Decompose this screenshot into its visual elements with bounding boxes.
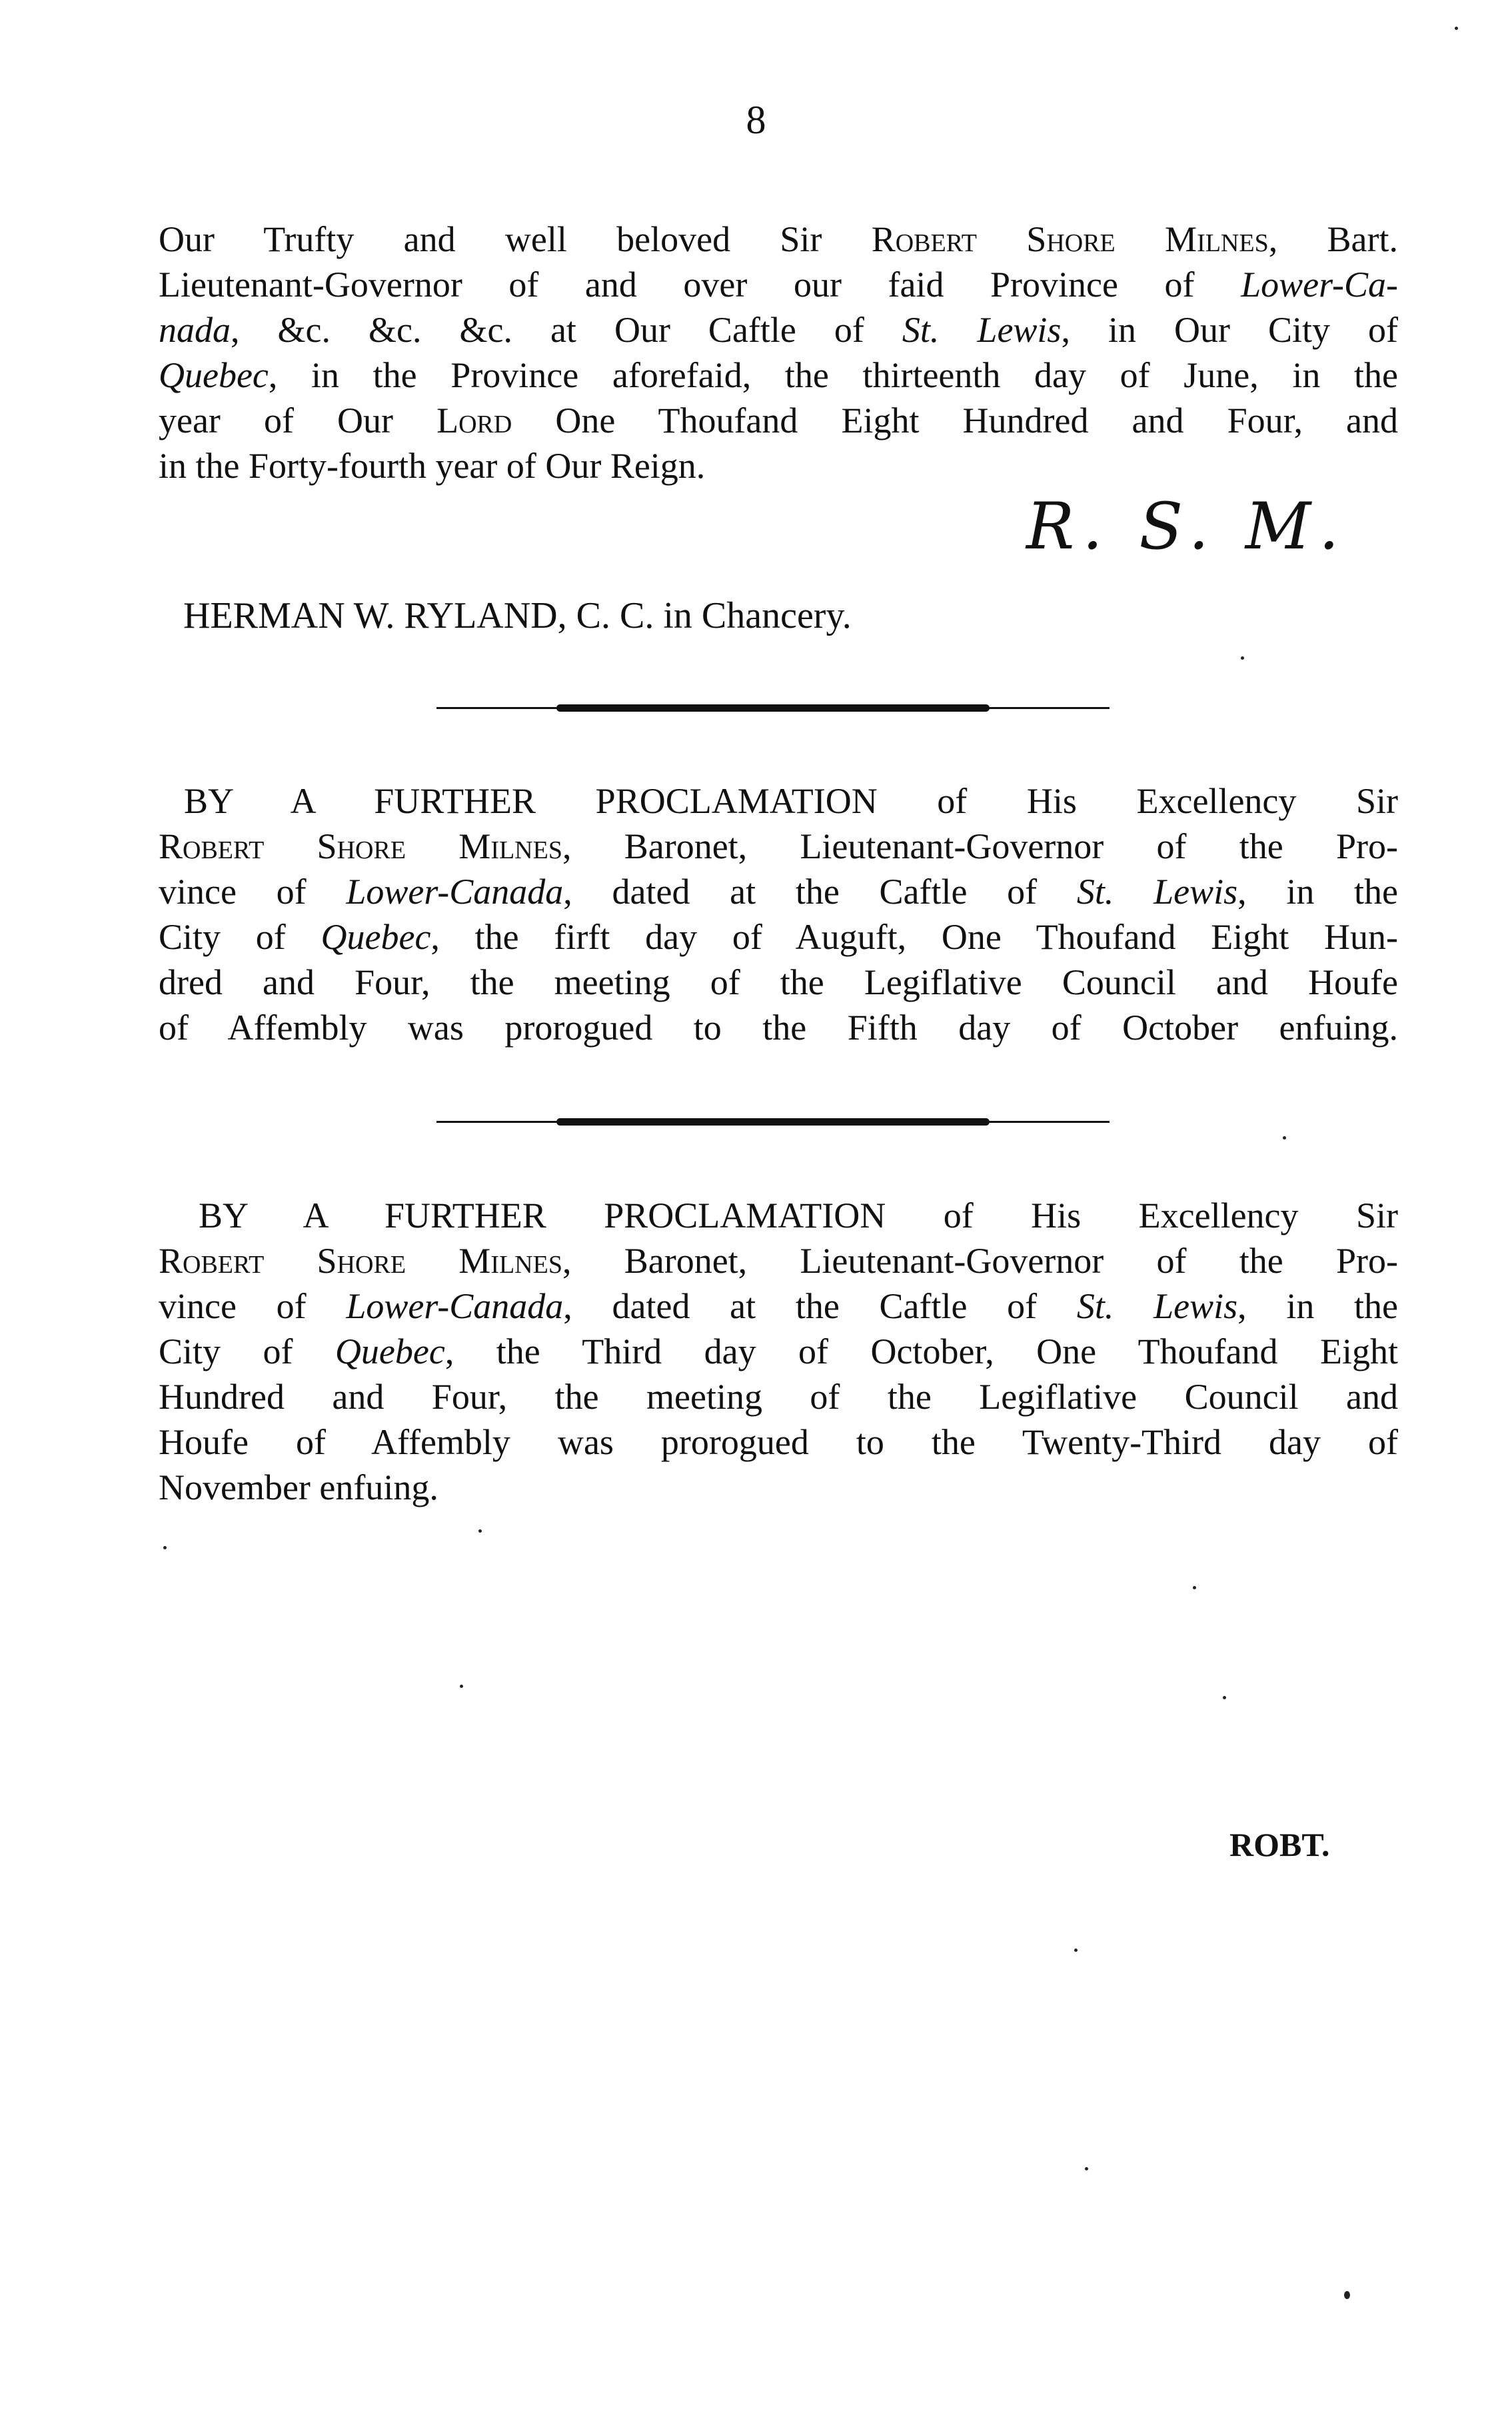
text-run: , dated at the Caftle of (563, 872, 1077, 912)
text-line (159, 217, 1398, 262)
ornamental-rule (436, 1118, 1110, 1125)
scan-speck (1085, 2167, 1088, 2170)
person-name: Robert Shore Milnes (159, 1241, 562, 1281)
scan-speck (1283, 1136, 1286, 1140)
text-run: , Baronet, Lieutenant-Governor of the Pro- (562, 826, 1398, 866)
text-run: , in the Province aforefaid, the thirteenth day of June, in the (268, 355, 1398, 395)
text-line: in the Forty-fourth year of Our Reign. (159, 446, 706, 486)
text-run: , in Our City of (1061, 310, 1398, 350)
signature-initials: R. S. M. (1026, 489, 1347, 564)
text-run: Lieutenant-Governor of and over our faid Province of (159, 265, 1241, 305)
place-name: Quebec (335, 1331, 445, 1371)
text-run: , Baronet, Lieutenant-Governor of the Pro- (562, 1241, 1398, 1281)
scan-speck (1193, 1586, 1196, 1589)
rule-thick-swell (556, 704, 990, 712)
person-name: Robert Shore Milnes (159, 826, 562, 866)
place-name: Lower-Ca- (1241, 265, 1398, 305)
text-run: , the firft day of Auguft, One Thoufand Eight Hun- (430, 917, 1398, 957)
text-run: vince of (159, 1286, 347, 1326)
scan-speck (478, 1529, 482, 1533)
first-prorogation-paragraph (159, 778, 1398, 1050)
text-line (159, 353, 1398, 398)
place-name: St. Lewis (1076, 1286, 1238, 1326)
text-line (159, 262, 1398, 307)
text-line (159, 1238, 1398, 1283)
text-run: City of (159, 1331, 335, 1371)
scan-speck (1241, 656, 1244, 660)
place-name: Lower-Canada (346, 872, 564, 912)
ornamental-rule (436, 704, 1110, 711)
text-line: November enfuing. (159, 1467, 438, 1507)
text-run: , &c. &c. &c. at Our Caftle of (231, 310, 902, 350)
text-run: City of (159, 917, 321, 957)
text-line (159, 307, 1398, 353)
clerk-attestation: HERMAN W. RYLAND, C. C. in Chancery. (183, 595, 852, 636)
person-name: Robert Shore Milnes (871, 219, 1269, 259)
place-name: Quebec (321, 917, 431, 957)
text-line (159, 1329, 1398, 1374)
text-line: Houfe of Affembly was prorogued to the Twenty-Third day of (159, 1422, 1398, 1462)
scan-speck (1344, 2291, 1350, 2299)
second-prorogation-paragraph (159, 1193, 1398, 1510)
text-line: BY A FURTHER PROCLAMATION of His Excellency Sir (199, 1196, 1398, 1235)
text-line (159, 1283, 1398, 1329)
scan-speck (1223, 1696, 1226, 1699)
lord-word: Lord (436, 401, 512, 440)
scan-speck (163, 1546, 167, 1549)
text-run: , in the (1237, 872, 1398, 912)
text-run: Our Trufty and well beloved Sir (159, 219, 872, 259)
place-name: St. Lewis (902, 310, 1062, 350)
catchword: ROBT. (1229, 1826, 1330, 1863)
scan-speck (460, 1685, 463, 1688)
text-run: , the Third day of October, One Thoufand Eight (444, 1331, 1398, 1371)
text-run: vince of (159, 872, 347, 912)
text-run: year of Our (159, 401, 437, 440)
rule-thick-swell (556, 1118, 990, 1126)
text-line: BY A FURTHER PROCLAMATION of His Excellency Sir (184, 781, 1398, 821)
scan-speck (1074, 1949, 1078, 1952)
page-number: 8 (746, 98, 766, 142)
text-line: Hundred and Four, the meeting of the Legiflative Council and (159, 1377, 1398, 1417)
place-name: Quebec (159, 355, 269, 395)
scan-speck (1455, 27, 1458, 30)
text-run: One Thoufand Eight Hundred and Four, and (512, 401, 1398, 440)
place-name: Lower-Canada (346, 1286, 564, 1326)
place-name: St. Lewis (1076, 872, 1238, 912)
text-run: , Bart. (1268, 219, 1398, 259)
royal-proclamation-paragraph (159, 217, 1398, 488)
place-name: nada (159, 310, 231, 350)
text-line: dred and Four, the meeting of the Legiflative Council and Houfe (159, 962, 1398, 1002)
text-run: , dated at the Caftle of (563, 1286, 1077, 1326)
text-line: of Affembly was prorogued to the Fifth day of October enfuing. (159, 1008, 1398, 1048)
text-run: , in the (1237, 1286, 1398, 1326)
text-line (159, 824, 1398, 869)
text-line (159, 869, 1398, 914)
text-line (159, 398, 1398, 443)
text-line (159, 914, 1398, 960)
